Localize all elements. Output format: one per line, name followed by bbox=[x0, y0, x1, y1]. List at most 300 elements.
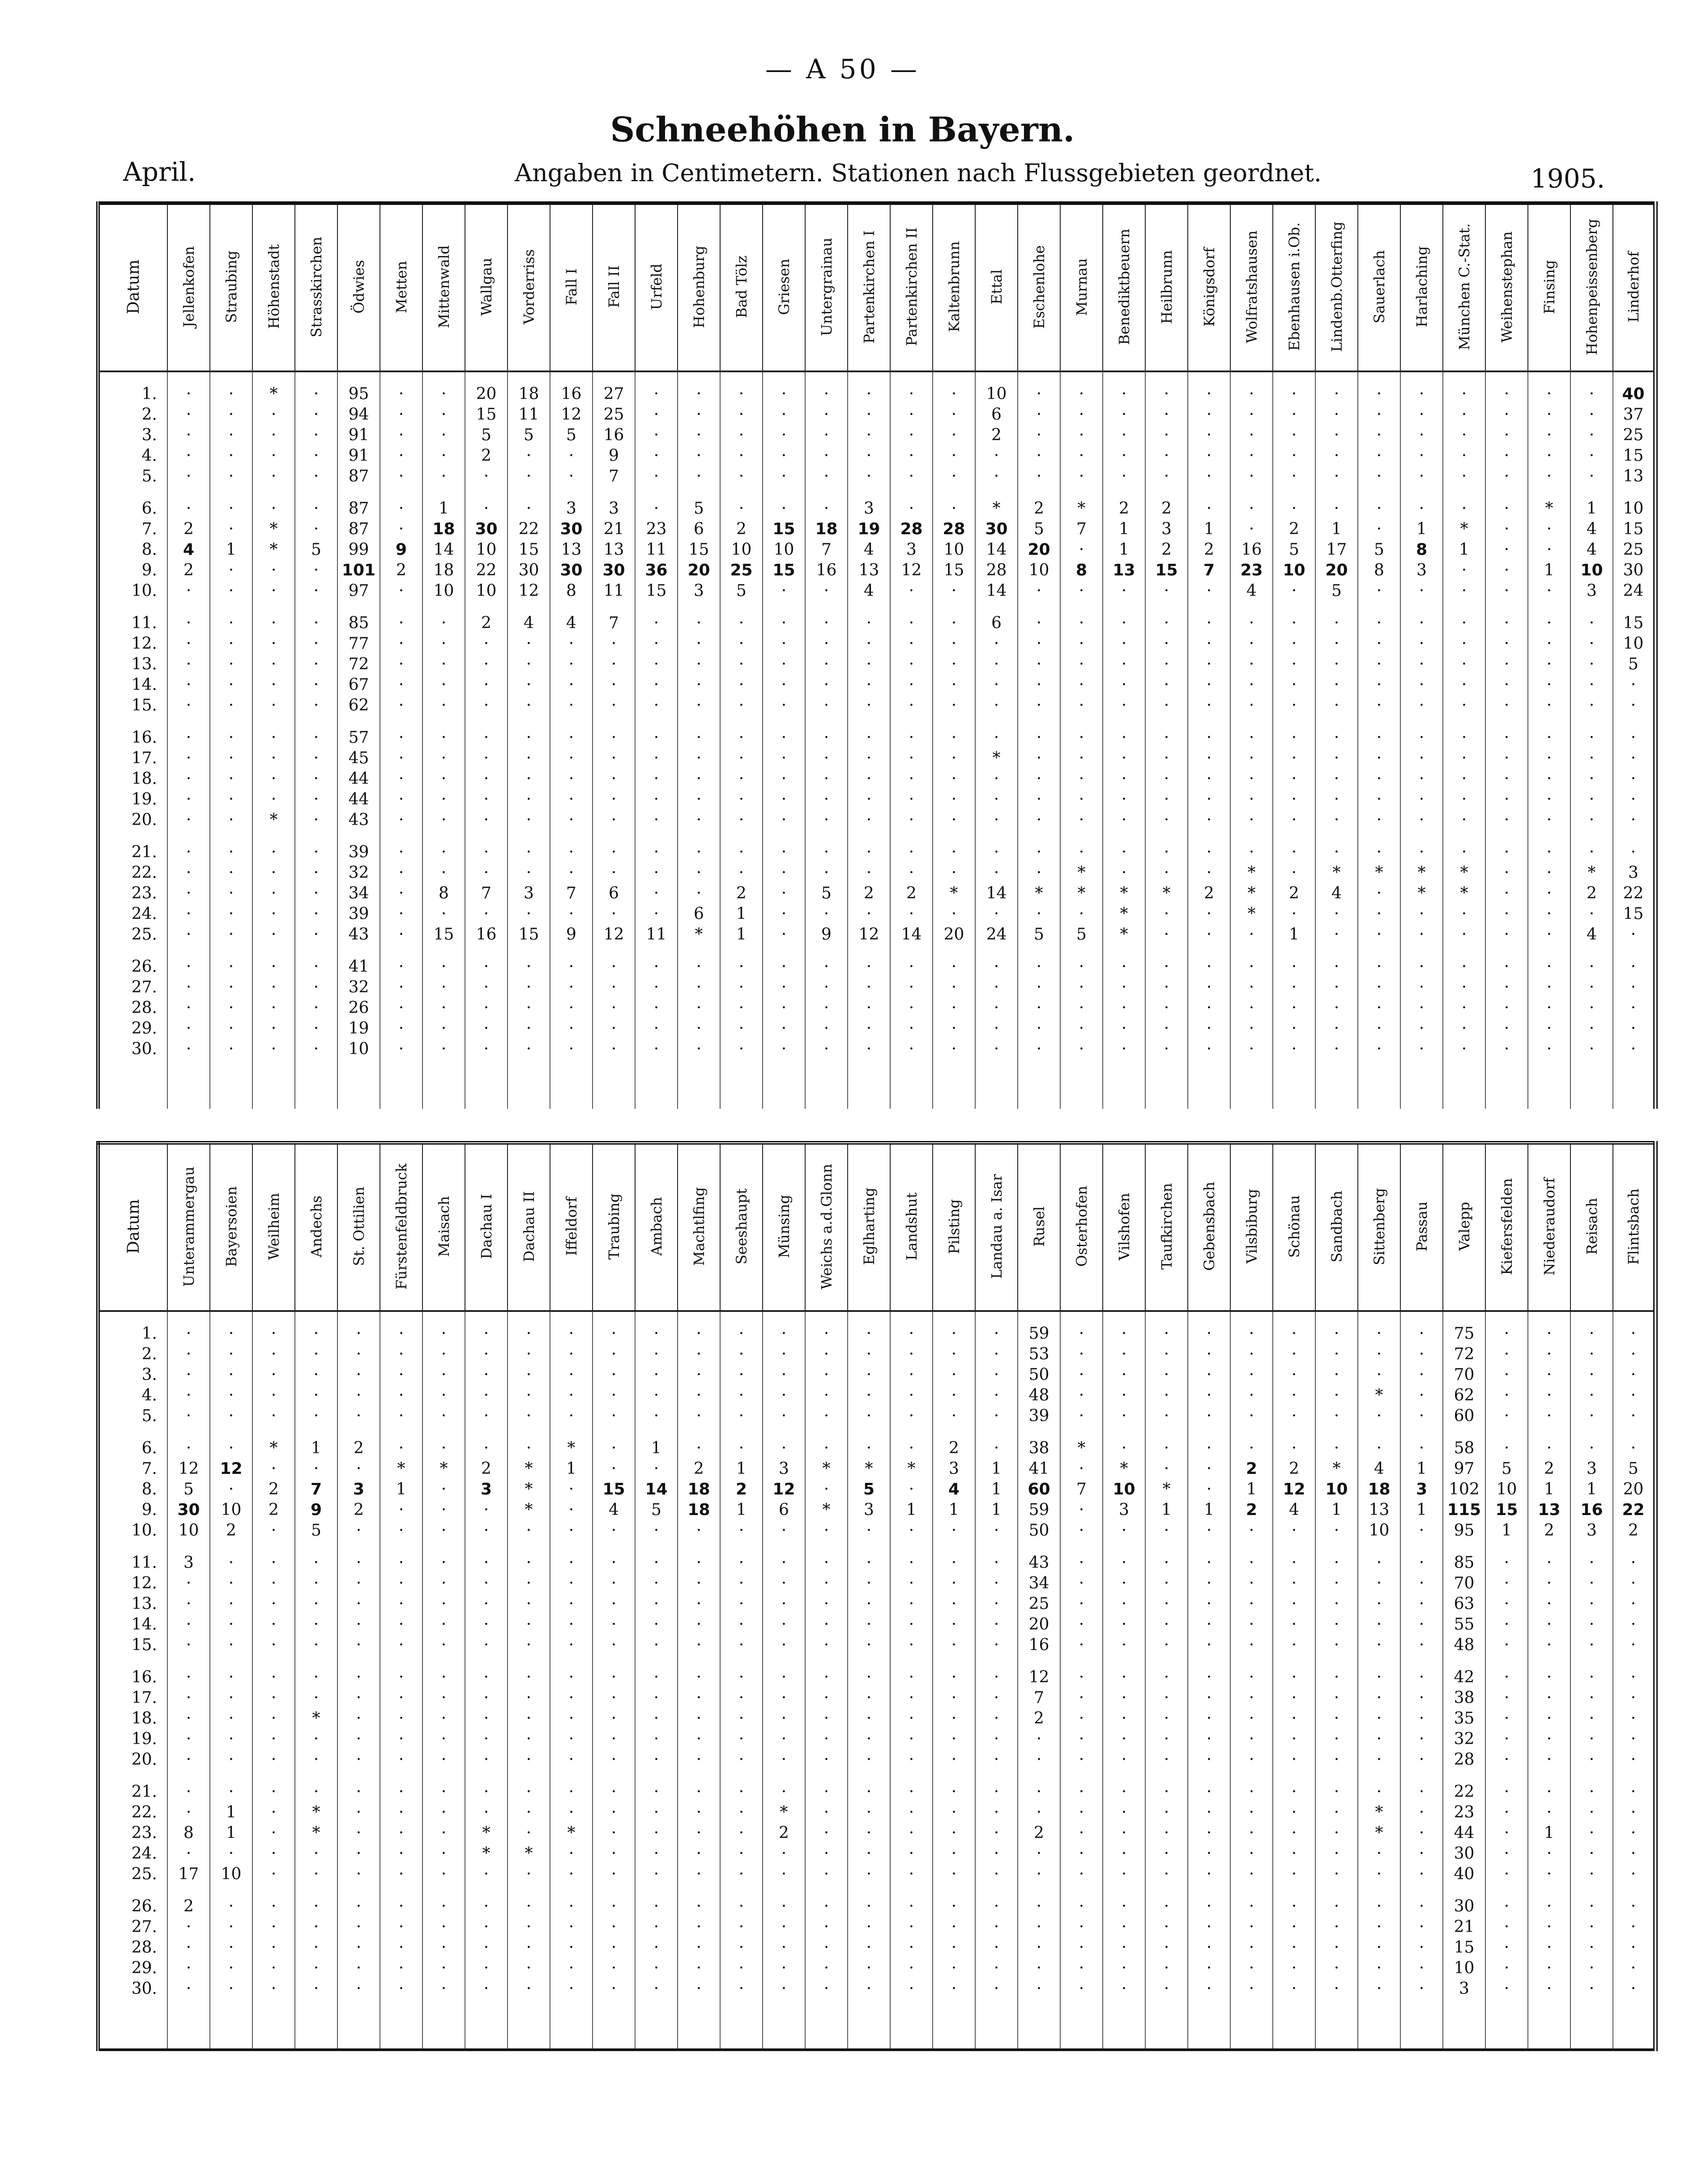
value-cell: · bbox=[1103, 1823, 1145, 1843]
value-cell: · bbox=[805, 1864, 848, 1885]
value-cell: · bbox=[1103, 863, 1145, 883]
column-header-station bbox=[678, 1143, 720, 1311]
spacer-row bbox=[98, 1426, 1655, 1438]
value-cell: · bbox=[1060, 1688, 1103, 1708]
station-name: Ebenhausen i.Ob. bbox=[1285, 222, 1303, 351]
value-cell: · bbox=[422, 1864, 465, 1885]
station-name: Niederaudorf bbox=[1540, 1177, 1558, 1276]
value-cell: · bbox=[1273, 1406, 1315, 1426]
value-cell: · bbox=[1485, 1365, 1528, 1385]
value-cell: · bbox=[805, 1823, 848, 1843]
value-cell: · bbox=[593, 1459, 635, 1479]
value-cell: · bbox=[380, 957, 422, 977]
spacer-cell bbox=[975, 830, 1018, 842]
value-cell: · bbox=[1188, 446, 1230, 466]
value-cell: · bbox=[1315, 728, 1358, 748]
value-cell: · bbox=[1060, 1500, 1103, 1520]
column-header-datum bbox=[98, 203, 167, 371]
value-cell: · bbox=[1485, 977, 1528, 998]
spacer-cell bbox=[1400, 945, 1443, 957]
value-cell: 3 bbox=[848, 1500, 890, 1520]
value-cell: · bbox=[508, 1823, 550, 1843]
value-cell: · bbox=[252, 1750, 295, 1770]
spacer-cell bbox=[1145, 830, 1188, 842]
spacer-cell bbox=[1188, 371, 1230, 384]
value-cell: · bbox=[1400, 446, 1443, 466]
value-cell: · bbox=[933, 695, 975, 716]
value-cell: · bbox=[1103, 1864, 1145, 1885]
spacer-cell bbox=[1613, 1999, 1655, 2050]
value-cell: · bbox=[1400, 1896, 1443, 1917]
value-cell: · bbox=[720, 1365, 763, 1385]
spacer-cell bbox=[848, 1656, 890, 1667]
value-cell: 3 bbox=[1145, 519, 1188, 540]
value-cell: · bbox=[975, 769, 1018, 789]
spacer-cell bbox=[1485, 1656, 1528, 1667]
column-header-station bbox=[1273, 1143, 1315, 1311]
value-cell: · bbox=[1103, 1802, 1145, 1823]
value-cell: · bbox=[763, 634, 805, 654]
value-cell: · bbox=[805, 498, 848, 519]
value-cell: * bbox=[975, 748, 1018, 769]
spacer-cell bbox=[890, 1770, 933, 1782]
value-cell: · bbox=[1060, 1864, 1103, 1885]
value-cell: 15 bbox=[933, 560, 975, 581]
value-cell: 9 bbox=[380, 540, 422, 560]
value-cell: · bbox=[1358, 1896, 1400, 1917]
value-cell: · bbox=[593, 1365, 635, 1385]
value-cell: · bbox=[1230, 1979, 1273, 1999]
value-cell: · bbox=[550, 1782, 593, 1802]
value-cell: · bbox=[210, 769, 252, 789]
spacer-cell bbox=[252, 1541, 295, 1553]
value-cell: · bbox=[1060, 1039, 1103, 1060]
spacer-cell bbox=[635, 1541, 678, 1553]
value-cell: · bbox=[635, 957, 678, 977]
value-cell: · bbox=[1528, 1958, 1570, 1979]
value-cell: · bbox=[1528, 883, 1570, 904]
value-cell: · bbox=[593, 1614, 635, 1635]
spacer-cell bbox=[933, 1426, 975, 1438]
value-cell: · bbox=[1230, 1520, 1273, 1541]
spacer-cell bbox=[678, 1999, 720, 2050]
value-cell: · bbox=[508, 904, 550, 924]
value-cell: · bbox=[295, 1958, 337, 1979]
value-cell: 48 bbox=[1018, 1385, 1060, 1406]
value-cell: · bbox=[933, 425, 975, 446]
value-cell: · bbox=[1273, 863, 1315, 883]
value-cell: · bbox=[890, 466, 933, 487]
value-cell: · bbox=[763, 842, 805, 863]
value-cell: · bbox=[1188, 654, 1230, 675]
value-cell: · bbox=[295, 613, 337, 634]
value-cell: · bbox=[890, 634, 933, 654]
spacer-cell bbox=[1528, 371, 1570, 384]
spacer-cell bbox=[380, 1060, 422, 1109]
value-cell: · bbox=[1528, 1937, 1570, 1958]
value-cell: · bbox=[465, 1688, 508, 1708]
value-cell: · bbox=[422, 1782, 465, 1802]
value-cell: · bbox=[933, 404, 975, 425]
value-cell: · bbox=[933, 1750, 975, 1770]
value-cell: · bbox=[1528, 384, 1570, 404]
value-cell: · bbox=[550, 1385, 593, 1406]
value-cell: · bbox=[1145, 1635, 1188, 1656]
value-cell: · bbox=[1443, 904, 1485, 924]
value-cell: · bbox=[1528, 924, 1570, 945]
table-row bbox=[98, 425, 1655, 446]
value-cell: * bbox=[252, 519, 295, 540]
value-cell: · bbox=[550, 998, 593, 1018]
spacer-cell bbox=[635, 1060, 678, 1109]
value-cell: · bbox=[1060, 1937, 1103, 1958]
spacer-cell bbox=[1358, 830, 1400, 842]
spacer-cell bbox=[98, 1770, 167, 1782]
spacer-cell bbox=[678, 1060, 720, 1109]
value-cell: · bbox=[593, 1520, 635, 1541]
value-cell: · bbox=[848, 1344, 890, 1365]
value-cell: · bbox=[508, 1039, 550, 1060]
spacer-cell bbox=[975, 716, 1018, 728]
value-cell: · bbox=[1273, 1614, 1315, 1635]
value-cell: 11 bbox=[635, 924, 678, 945]
spacer-cell bbox=[890, 487, 933, 498]
value-cell: 4 bbox=[1230, 581, 1273, 601]
value-cell: 3 bbox=[167, 1553, 210, 1573]
value-cell: 67 bbox=[337, 675, 380, 695]
value-cell: · bbox=[252, 1937, 295, 1958]
value-cell: · bbox=[1400, 581, 1443, 601]
value-cell: · bbox=[1103, 613, 1145, 634]
spacer-cell bbox=[763, 1656, 805, 1667]
value-cell: · bbox=[1613, 748, 1655, 769]
spacer-cell bbox=[1570, 830, 1613, 842]
station-name: Fürstenfeldbruck bbox=[392, 1163, 410, 1290]
value-cell: · bbox=[848, 1573, 890, 1594]
value-cell: · bbox=[593, 1979, 635, 1999]
value-cell: · bbox=[1613, 789, 1655, 810]
value-cell: · bbox=[763, 498, 805, 519]
value-cell: · bbox=[1400, 425, 1443, 446]
value-cell: · bbox=[1358, 1864, 1400, 1885]
value-cell: · bbox=[1358, 425, 1400, 446]
value-cell: · bbox=[167, 1635, 210, 1656]
value-cell: · bbox=[167, 425, 210, 446]
value-cell: · bbox=[1315, 1438, 1358, 1459]
spacer-cell bbox=[295, 1770, 337, 1782]
table-row bbox=[98, 842, 1655, 863]
table-header bbox=[98, 203, 1655, 371]
value-cell: · bbox=[848, 998, 890, 1018]
column-header-station bbox=[337, 203, 380, 371]
value-cell: 11 bbox=[508, 404, 550, 425]
value-cell: 3 bbox=[890, 540, 933, 560]
value-cell: · bbox=[890, 613, 933, 634]
value-cell: · bbox=[508, 1958, 550, 1979]
value-cell: · bbox=[210, 695, 252, 716]
value-cell: · bbox=[167, 1594, 210, 1614]
value-cell: · bbox=[1570, 634, 1613, 654]
spacer-cell bbox=[975, 601, 1018, 613]
spacer-cell bbox=[593, 601, 635, 613]
value-cell: · bbox=[1358, 1917, 1400, 1937]
value-cell: 12 bbox=[508, 581, 550, 601]
spacer-cell bbox=[1060, 371, 1103, 384]
value-cell: · bbox=[763, 863, 805, 883]
value-cell: · bbox=[720, 1385, 763, 1406]
value-cell: · bbox=[1145, 384, 1188, 404]
value-cell: · bbox=[1485, 519, 1528, 540]
value-cell: · bbox=[1315, 1344, 1358, 1365]
value-cell: · bbox=[1570, 425, 1613, 446]
value-cell: · bbox=[1315, 1018, 1358, 1039]
value-cell: * bbox=[890, 1459, 933, 1479]
value-cell: · bbox=[1273, 1708, 1315, 1729]
value-cell: · bbox=[1358, 1438, 1400, 1459]
spacer-cell bbox=[465, 1541, 508, 1553]
value-cell: · bbox=[1315, 1782, 1358, 1802]
station-name: Iffeldorf bbox=[563, 1197, 580, 1256]
value-cell: · bbox=[1103, 1594, 1145, 1614]
value-cell: · bbox=[422, 1573, 465, 1594]
value-cell: · bbox=[1528, 1039, 1570, 1060]
value-cell: · bbox=[1188, 1802, 1230, 1823]
value-cell: · bbox=[1315, 748, 1358, 769]
value-cell: · bbox=[295, 1406, 337, 1426]
value-cell: 30 bbox=[508, 560, 550, 581]
value-cell: · bbox=[1485, 446, 1528, 466]
value-cell: · bbox=[805, 695, 848, 716]
value-cell: · bbox=[422, 1823, 465, 1843]
value-cell: · bbox=[890, 904, 933, 924]
value-cell: · bbox=[890, 789, 933, 810]
value-cell: · bbox=[380, 1039, 422, 1060]
spacer-cell bbox=[805, 1999, 848, 2050]
value-cell: 72 bbox=[337, 654, 380, 675]
value-cell: · bbox=[720, 1750, 763, 1770]
value-cell: · bbox=[848, 1018, 890, 1039]
value-cell: · bbox=[763, 1385, 805, 1406]
value-cell: 6 bbox=[975, 613, 1018, 634]
value-cell: · bbox=[593, 1553, 635, 1573]
column-header-station bbox=[1613, 203, 1655, 371]
value-cell: · bbox=[1315, 1896, 1358, 1917]
table-row bbox=[98, 1708, 1655, 1729]
table-row bbox=[98, 654, 1655, 675]
value-cell: 22 bbox=[1613, 883, 1655, 904]
value-cell: · bbox=[380, 613, 422, 634]
value-cell: · bbox=[380, 1520, 422, 1541]
value-cell: · bbox=[1570, 1018, 1613, 1039]
value-cell: · bbox=[678, 1520, 720, 1541]
value-cell: · bbox=[380, 675, 422, 695]
value-cell: 15 bbox=[1613, 613, 1655, 634]
value-cell: · bbox=[1400, 654, 1443, 675]
spacer-cell bbox=[1485, 487, 1528, 498]
value-cell: · bbox=[210, 1635, 252, 1656]
value-cell: · bbox=[1018, 1937, 1060, 1958]
value-cell: · bbox=[422, 810, 465, 830]
value-cell: · bbox=[295, 581, 337, 601]
spacer-cell bbox=[1103, 1656, 1145, 1667]
spacer-cell bbox=[1018, 487, 1060, 498]
value-cell: · bbox=[550, 634, 593, 654]
spacer-cell bbox=[1400, 1999, 1443, 2050]
station-name: Osterhofen bbox=[1073, 1186, 1090, 1267]
value-cell: · bbox=[337, 1594, 380, 1614]
station-name: Ambach bbox=[648, 1197, 665, 1256]
value-cell: · bbox=[593, 863, 635, 883]
spacer-cell bbox=[508, 1541, 550, 1553]
value-cell: 17 bbox=[1315, 540, 1358, 560]
value-cell: · bbox=[1145, 863, 1188, 883]
value-cell: · bbox=[1358, 977, 1400, 998]
value-cell: · bbox=[593, 810, 635, 830]
value-cell: · bbox=[975, 957, 1018, 977]
value-cell: · bbox=[1485, 863, 1528, 883]
spacer-cell bbox=[1145, 1656, 1188, 1667]
value-cell: · bbox=[1400, 904, 1443, 924]
value-cell: · bbox=[380, 810, 422, 830]
value-cell: · bbox=[1145, 1958, 1188, 1979]
value-cell: 10 bbox=[210, 1864, 252, 1885]
spacer-cell bbox=[1103, 1541, 1145, 1553]
value-cell: · bbox=[1400, 1635, 1443, 1656]
value-cell: · bbox=[1060, 1573, 1103, 1594]
value-cell: · bbox=[890, 1520, 933, 1541]
value-cell: · bbox=[678, 810, 720, 830]
value-cell: 1 bbox=[210, 1802, 252, 1823]
value-cell: · bbox=[1188, 466, 1230, 487]
value-cell: · bbox=[1358, 883, 1400, 904]
value-cell: · bbox=[1485, 695, 1528, 716]
value-cell: · bbox=[422, 1324, 465, 1344]
value-cell: · bbox=[550, 1635, 593, 1656]
value-cell: 2 bbox=[337, 1500, 380, 1520]
value-cell: · bbox=[763, 1979, 805, 1999]
value-cell: · bbox=[1145, 1667, 1188, 1688]
spacer-cell bbox=[635, 1656, 678, 1667]
value-cell: · bbox=[1358, 634, 1400, 654]
spacer-cell bbox=[1443, 601, 1485, 613]
spacer-cell bbox=[1188, 1311, 1230, 1324]
value-cell: 2 bbox=[720, 1479, 763, 1500]
value-cell: 34 bbox=[337, 883, 380, 904]
value-cell: · bbox=[678, 1365, 720, 1385]
value-cell: · bbox=[848, 1635, 890, 1656]
spacer-cell bbox=[98, 1541, 167, 1553]
table-row bbox=[98, 1896, 1655, 1917]
spacer-cell bbox=[337, 1999, 380, 2050]
value-cell: · bbox=[720, 1896, 763, 1917]
value-cell: · bbox=[1358, 1843, 1400, 1864]
spacer-cell bbox=[1485, 945, 1528, 957]
value-cell: · bbox=[848, 695, 890, 716]
value-cell: 25 bbox=[1613, 540, 1655, 560]
value-cell: · bbox=[508, 675, 550, 695]
value-cell: · bbox=[1485, 1979, 1528, 1999]
spacer-cell bbox=[1570, 601, 1613, 613]
value-cell: · bbox=[337, 1520, 380, 1541]
value-cell: · bbox=[848, 1385, 890, 1406]
value-cell: · bbox=[1358, 1018, 1400, 1039]
value-cell: · bbox=[1273, 1729, 1315, 1750]
spacer-cell bbox=[635, 945, 678, 957]
value-cell: · bbox=[1060, 1843, 1103, 1864]
spacer-cell bbox=[1613, 487, 1655, 498]
value-cell: 3 bbox=[1103, 1500, 1145, 1520]
value-cell: · bbox=[1273, 748, 1315, 769]
value-cell: · bbox=[805, 466, 848, 487]
value-cell: * bbox=[1528, 498, 1570, 519]
value-cell: 15 bbox=[465, 404, 508, 425]
spacer-cell bbox=[1443, 1885, 1485, 1896]
value-cell: · bbox=[167, 924, 210, 945]
value-cell: · bbox=[252, 1979, 295, 1999]
day-cell: 15. bbox=[98, 1635, 167, 1656]
spacer-cell bbox=[295, 1541, 337, 1553]
column-header-station bbox=[380, 203, 422, 371]
value-cell: 3 bbox=[1400, 560, 1443, 581]
value-cell: · bbox=[380, 728, 422, 748]
value-cell: 2 bbox=[678, 1459, 720, 1479]
value-cell: · bbox=[975, 1520, 1018, 1541]
value-cell: 24 bbox=[1613, 581, 1655, 601]
value-cell: · bbox=[933, 810, 975, 830]
station-name: Machtlfing bbox=[690, 1187, 708, 1266]
value-cell: · bbox=[295, 1729, 337, 1750]
value-cell: · bbox=[763, 998, 805, 1018]
value-cell: 15 bbox=[763, 560, 805, 581]
spacer-cell bbox=[508, 1311, 550, 1324]
value-cell: · bbox=[1315, 769, 1358, 789]
value-cell: · bbox=[678, 1958, 720, 1979]
value-cell: · bbox=[1443, 498, 1485, 519]
value-cell: · bbox=[210, 498, 252, 519]
value-cell: · bbox=[593, 1864, 635, 1885]
value-cell: · bbox=[975, 695, 1018, 716]
value-cell: 2 bbox=[252, 1500, 295, 1520]
column-header-datum bbox=[98, 1143, 167, 1311]
spacer-cell bbox=[720, 601, 763, 613]
value-cell: · bbox=[337, 1635, 380, 1656]
value-cell: · bbox=[805, 1344, 848, 1365]
value-cell: · bbox=[295, 1750, 337, 1770]
value-cell: · bbox=[380, 924, 422, 945]
value-cell: · bbox=[933, 1917, 975, 1937]
value-cell: · bbox=[210, 1843, 252, 1864]
value-cell: * bbox=[508, 1843, 550, 1864]
value-cell: · bbox=[678, 728, 720, 748]
value-cell: · bbox=[848, 613, 890, 634]
spacer-cell bbox=[337, 830, 380, 842]
value-cell: · bbox=[380, 842, 422, 863]
value-cell: 30 bbox=[167, 1500, 210, 1520]
day-cell: 10. bbox=[98, 1520, 167, 1541]
value-cell: · bbox=[550, 695, 593, 716]
value-cell: · bbox=[1103, 1896, 1145, 1917]
value-cell: 20 bbox=[465, 384, 508, 404]
spacer-cell bbox=[167, 1656, 210, 1667]
spacer-cell bbox=[550, 487, 593, 498]
value-cell: · bbox=[933, 789, 975, 810]
spacer-cell bbox=[1188, 1885, 1230, 1896]
value-cell: · bbox=[1443, 425, 1485, 446]
value-cell: · bbox=[1528, 728, 1570, 748]
spacer-cell bbox=[1358, 371, 1400, 384]
value-cell: · bbox=[678, 654, 720, 675]
value-cell: · bbox=[635, 728, 678, 748]
